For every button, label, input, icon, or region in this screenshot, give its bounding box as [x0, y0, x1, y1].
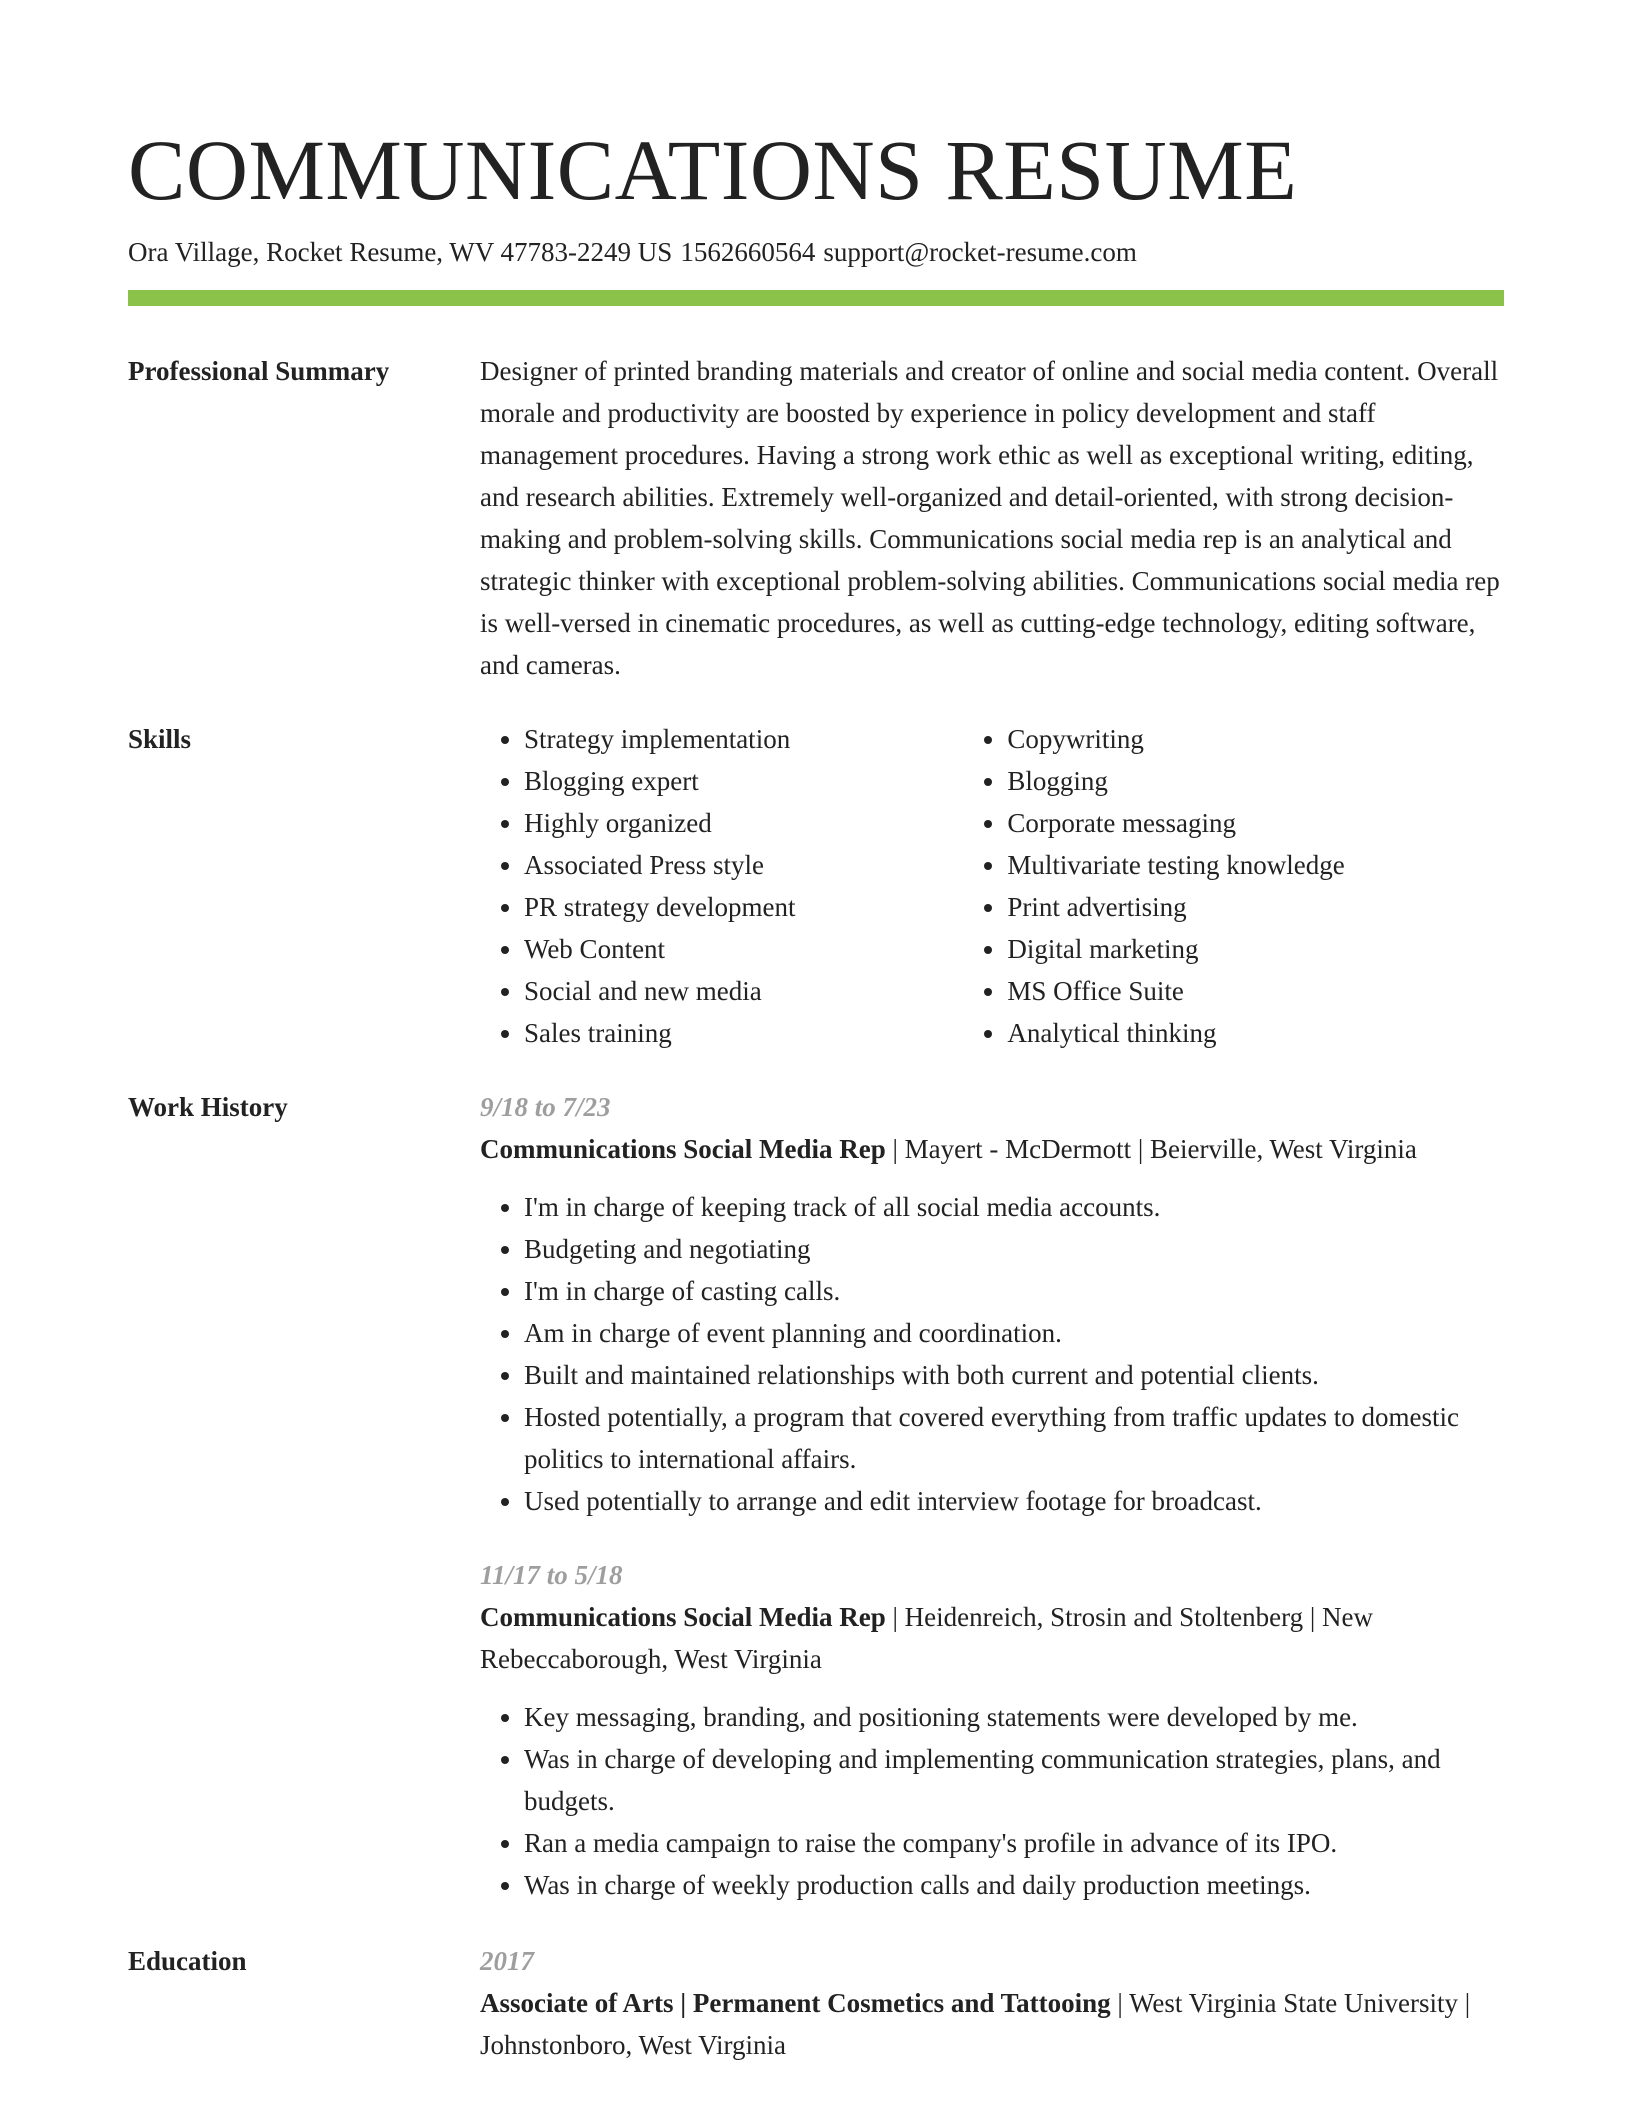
- skill-item: • Associated Press style: [524, 844, 963, 886]
- resume-title: COMMUNICATIONS RESUME: [128, 122, 1298, 218]
- skill-item: • Multivariate testing knowledge: [1007, 844, 1504, 886]
- job-duty: • Built and maintained relationships with both current and potential clients.: [524, 1354, 1504, 1396]
- education-entry: [480, 1940, 1504, 2066]
- skills-heading: Skills: [128, 724, 192, 754]
- education-section: [128, 1940, 1504, 2090]
- job-duty: • Budgeting and negotiating: [524, 1228, 1504, 1270]
- skill-item: • Print advertising: [1007, 886, 1504, 928]
- job-duty: • Was in charge of weekly production calls and daily production meetings.: [524, 1864, 1504, 1906]
- job-details: | Heidenreich, Strosin and Stoltenberg | New Rebeccaborough, West Virginia: [480, 1602, 1373, 1674]
- job-duties: [480, 1696, 1504, 1906]
- contact-line: [128, 234, 1504, 270]
- job-duty: • Was in charge of developing and implementing communication strategies, plans, and budgets.: [524, 1738, 1504, 1822]
- education-degree: Associate of Arts | Permanent Cosmetics and Tattooing: [480, 1988, 1111, 2018]
- skill-item: • Analytical thinking: [1007, 1012, 1504, 1054]
- education-body: [480, 1940, 1504, 2098]
- skill-item: • Web Content: [524, 928, 963, 970]
- job-duty: • I'm in charge of casting calls.: [524, 1270, 1504, 1312]
- job-dates: 9/18 to 7/23: [480, 1092, 611, 1122]
- job-dates: 11/17 to 5/18: [480, 1560, 623, 1590]
- job-duty: • Am in charge of event planning and coordination.: [524, 1312, 1504, 1354]
- skill-item: • Strategy implementation: [524, 718, 963, 760]
- job-duty: • I'm in charge of keeping track of all social media accounts.: [524, 1186, 1504, 1228]
- resume-header: [128, 118, 1504, 306]
- skill-item: • Blogging: [1007, 760, 1504, 802]
- work-history-heading: Work History: [128, 1092, 288, 1122]
- skill-item: • Digital marketing: [1007, 928, 1504, 970]
- contact-email: support@rocket-resume.com: [823, 237, 1137, 267]
- contact-address: Ora Village, Rocket Resume, WV 47783-2249 US: [128, 237, 673, 267]
- skill-item: • PR strategy development: [524, 886, 963, 928]
- job-title: Communications Social Media Rep: [480, 1602, 886, 1632]
- skills-section: [128, 718, 1504, 1058]
- skill-item: • Copywriting: [1007, 718, 1504, 760]
- education-heading: Education: [128, 1946, 247, 1976]
- work-history-section: [128, 1086, 1504, 1916]
- summary-body: [480, 350, 1504, 686]
- job-duty: • Used potentially to arrange and edit interview footage for broadcast.: [524, 1480, 1504, 1522]
- job-duties: [480, 1186, 1504, 1522]
- summary-heading: Professional Summary: [128, 356, 390, 386]
- job-entry: [480, 1086, 1504, 1522]
- contact-phone: 1562660564: [680, 237, 816, 267]
- skill-item: • Corporate messaging: [1007, 802, 1504, 844]
- skills-list-left: [480, 718, 963, 1054]
- job-duty: • Key messaging, branding, and positioning statements were developed by me.: [524, 1696, 1504, 1738]
- header-divider: [128, 290, 1504, 306]
- job-title: Communications Social Media Rep: [480, 1134, 886, 1164]
- education-year: 2017: [480, 1946, 534, 1976]
- skills-body: [480, 718, 1504, 1054]
- summary-section: [128, 350, 1504, 690]
- job-details: | Mayert - McDermott | Beierville, West Virginia: [885, 1134, 1417, 1164]
- skill-item: • Sales training: [524, 1012, 963, 1054]
- work-history-body: [480, 1086, 1504, 1938]
- skills-list-right: [963, 718, 1504, 1054]
- skill-item: • MS Office Suite: [1007, 970, 1504, 1012]
- summary-text: Designer of printed branding materials and creator of online and social media content. Overall morale and productivity are boosted by experience in policy development and staff management procedures. Having a strong work ethic as well as exceptional writing, editing, and research abilities. Extremely well-organized and detail-oriented, with strong decision-making and problem-solving skills. Communications social media rep is an analytical and strategic thinker with exceptional problem-solving abilities. Communications social media rep is well-versed in cinematic procedures, as well as cutting-edge technology, editing software, and cameras.: [480, 356, 1500, 680]
- job-heading: [480, 1596, 1504, 1680]
- job-heading: [480, 1128, 1504, 1170]
- skill-item: • Blogging expert: [524, 760, 963, 802]
- job-entry: [480, 1554, 1504, 1906]
- education-details: | West Virginia State University | Johnstonboro, West Virginia: [480, 1988, 1471, 2060]
- skill-item: • Highly organized: [524, 802, 963, 844]
- job-duty: • Ran a media campaign to raise the company's profile in advance of its IPO.: [524, 1822, 1504, 1864]
- job-duty: • Hosted potentially, a program that covered everything from traffic updates to domestic politics to international affairs.: [524, 1396, 1504, 1480]
- skill-item: • Social and new media: [524, 970, 963, 1012]
- education-heading-line: [480, 1982, 1504, 2066]
